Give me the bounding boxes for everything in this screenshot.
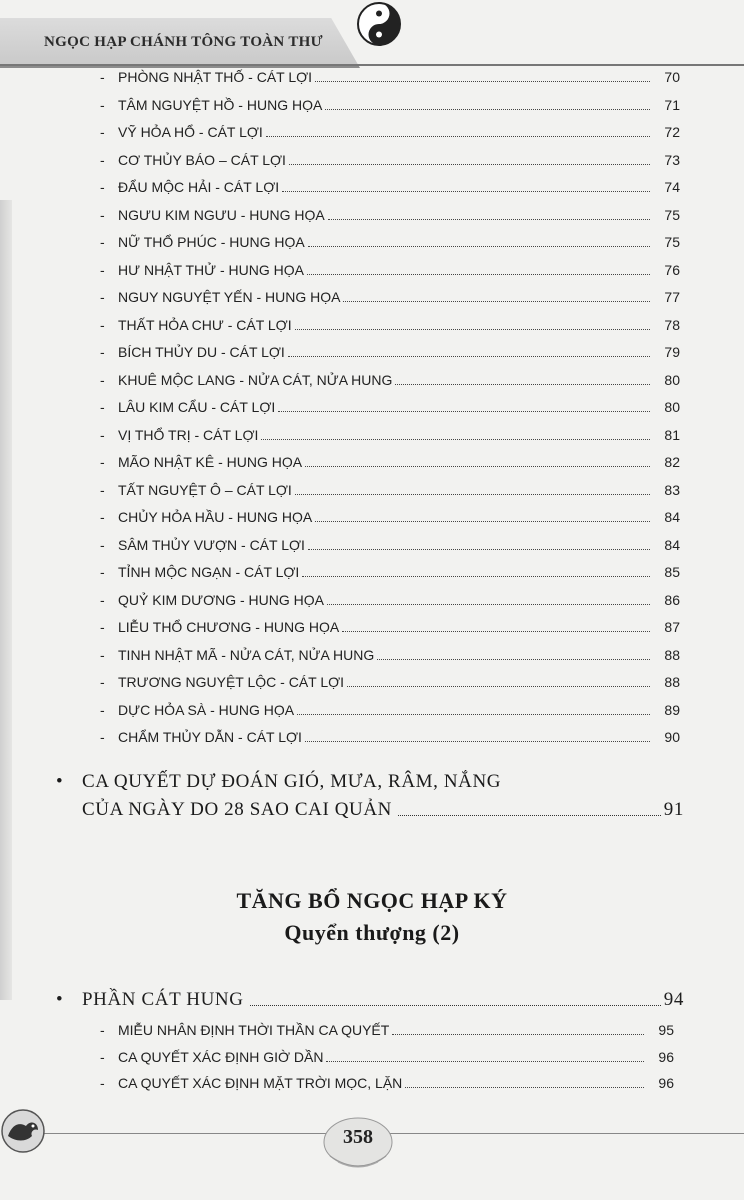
header-title: NGỌC HẠP CHÁNH TÔNG TOÀN THƯ bbox=[44, 34, 323, 50]
entry-page: 74 bbox=[664, 179, 680, 195]
toc-entry[interactable] bbox=[100, 393, 680, 415]
bullet-dash: - bbox=[100, 371, 105, 388]
bullet-dash: - bbox=[100, 179, 105, 195]
bullet-dash: - bbox=[100, 261, 105, 278]
dot-leader bbox=[327, 604, 650, 605]
toc-entry[interactable] bbox=[100, 448, 680, 470]
dot-leader bbox=[289, 164, 650, 165]
entry-page: 88 bbox=[664, 674, 680, 690]
toc-entry[interactable] bbox=[100, 1016, 674, 1038]
entry-page: 75 bbox=[664, 206, 680, 223]
dot-leader bbox=[395, 384, 650, 385]
dot-leader bbox=[295, 329, 650, 330]
toc-entry[interactable] bbox=[100, 723, 680, 745]
entry-label: NỮ THỔ PHÚC - HUNG HỌA bbox=[118, 234, 305, 250]
dot-leader bbox=[305, 741, 650, 742]
toc-entry[interactable] bbox=[100, 366, 680, 388]
entry-label: QUỶ KIM DƯƠNG - HUNG HỌA bbox=[118, 591, 324, 608]
toc-entry[interactable] bbox=[100, 613, 680, 635]
bullet-dash: - bbox=[100, 124, 105, 140]
bullet-dash: - bbox=[100, 399, 105, 415]
bullet-dot: • bbox=[56, 771, 64, 792]
entry-label: BÍCH THỦY DU - CÁT LỢI bbox=[118, 344, 285, 360]
entry-label: PHÒNG NHẬT THỐ - CÁT LỢI bbox=[118, 69, 313, 85]
entry-page: 86 bbox=[664, 591, 680, 608]
dot-leader bbox=[326, 1061, 644, 1062]
bullet-dash: - bbox=[100, 234, 105, 250]
bullet-dash: - bbox=[100, 289, 105, 305]
entry-label: ĐẨU MỘC HẢI - CÁT LỢI bbox=[118, 179, 280, 195]
entry-page: 82 bbox=[664, 454, 680, 470]
entry-page: 71 bbox=[664, 96, 680, 113]
entry-page: 80 bbox=[664, 371, 680, 388]
entry-label: TINH NHẬT MÃ - NỬA CÁT, NỬA HUNG bbox=[118, 646, 375, 663]
toc-main-entry-weather[interactable] bbox=[56, 771, 684, 829]
toc-entry[interactable] bbox=[100, 668, 680, 690]
entry-page: 81 bbox=[664, 426, 680, 443]
entry-label: NGƯU KIM NGƯU - HUNG HỌA bbox=[118, 206, 325, 223]
dot-leader bbox=[288, 356, 650, 357]
entry-label: PHẦN CÁT HUNG bbox=[82, 989, 244, 1010]
entry-label: CHỦY HỎA HẦU - HUNG HỌA bbox=[118, 509, 313, 525]
dot-leader bbox=[392, 1034, 644, 1035]
entry-page: 84 bbox=[664, 536, 680, 553]
bullet-dash: - bbox=[100, 481, 105, 498]
binding-shadow bbox=[0, 200, 12, 1000]
bullet-dash: - bbox=[100, 564, 105, 580]
entry-page: 91 bbox=[663, 799, 684, 820]
dot-leader bbox=[307, 274, 650, 275]
entry-page: 70 bbox=[664, 69, 680, 85]
entry-page: 96 bbox=[658, 1048, 674, 1065]
toc-entry[interactable] bbox=[100, 173, 680, 195]
toc-entry[interactable] bbox=[100, 558, 680, 580]
bullet-dash: - bbox=[100, 674, 105, 690]
entry-label: CƠ THỦY BÁO – CÁT LỢI bbox=[118, 151, 286, 168]
entry-label-line1: CA QUYẾT DỰ ĐOÁN GIÓ, MƯA, RÂM, NẮNG bbox=[82, 771, 502, 792]
entry-page: 75 bbox=[664, 234, 680, 250]
bullet-dash: - bbox=[100, 151, 105, 168]
entry-label: NGUY NGUYỆT YẾN - HUNG HỌA bbox=[118, 289, 341, 305]
dot-leader bbox=[308, 549, 650, 550]
entry-label: CHẨM THỦY DẪN - CÁT LỢI bbox=[118, 729, 302, 745]
entry-row2 bbox=[82, 799, 684, 821]
toc-entry[interactable] bbox=[100, 311, 680, 333]
dot-leader bbox=[405, 1087, 644, 1088]
toc-entry[interactable] bbox=[100, 256, 680, 278]
entry-label: CA QUYẾT XÁC ĐỊNH GIỜ DẦN bbox=[118, 1048, 324, 1065]
entry-label: MIỄU NHÂN ĐỊNH THỜI THẦN CA QUYẾT bbox=[118, 1022, 390, 1038]
bullet-dash: - bbox=[100, 646, 105, 663]
dot-leader bbox=[295, 494, 650, 495]
bullet-dash: - bbox=[100, 1075, 105, 1091]
entry-page: 80 bbox=[664, 399, 680, 415]
dot-leader bbox=[377, 659, 650, 660]
toc-entry[interactable] bbox=[100, 146, 680, 168]
entry-label: LÂU KIM CẨU - CÁT LỢI bbox=[118, 399, 276, 415]
entry-page: 84 bbox=[664, 509, 680, 525]
dot-leader bbox=[266, 136, 650, 137]
dot-leader bbox=[308, 246, 650, 247]
dot-leader bbox=[328, 219, 650, 220]
bullet-dash: - bbox=[100, 701, 105, 718]
bullet-dot: • bbox=[56, 989, 64, 1010]
entry-page: 72 bbox=[664, 124, 680, 140]
toc-entry[interactable] bbox=[100, 476, 680, 498]
bullet-dash: - bbox=[100, 316, 105, 333]
bullet-dash: - bbox=[100, 1022, 105, 1038]
page-number: 358 bbox=[343, 1126, 373, 1148]
bullet-dash: - bbox=[100, 619, 105, 635]
bullet-dash: - bbox=[100, 426, 105, 443]
entry-label: TỈNH MỘC NGẠN - CÁT LỢI bbox=[118, 564, 300, 580]
dot-leader bbox=[315, 521, 650, 522]
section-title: TĂNG BỔ NGỌC HẠP KÝ bbox=[236, 888, 508, 913]
dot-leader bbox=[398, 815, 661, 816]
bullet-dash: - bbox=[100, 69, 105, 85]
toc-entry[interactable] bbox=[100, 586, 680, 608]
toc-entry[interactable] bbox=[100, 1069, 674, 1091]
dot-leader bbox=[297, 714, 650, 715]
toc-entry[interactable] bbox=[100, 503, 680, 525]
bullet-dash: - bbox=[100, 206, 105, 223]
toc-entry[interactable] bbox=[100, 63, 680, 85]
entry-label: SÂM THỦY VƯỢN - CÁT LỢI bbox=[118, 536, 305, 553]
entry-page: 85 bbox=[664, 564, 680, 580]
entry-label: TÂM NGUYỆT HỒ - HUNG HỌA bbox=[118, 96, 323, 113]
entry-label: HƯ NHẬT THỬ - HUNG HỌA bbox=[118, 261, 304, 278]
bullet-dash: - bbox=[100, 454, 105, 470]
entry-label: TRƯƠNG NGUYỆT LỘC - CÁT LỢI bbox=[118, 674, 345, 690]
entry-label: MÃO NHẬT KÊ - HUNG HỌA bbox=[118, 454, 303, 470]
bullet-dash: - bbox=[100, 1048, 105, 1065]
bullet-dash: - bbox=[100, 509, 105, 525]
dot-leader bbox=[347, 686, 650, 687]
dot-leader bbox=[315, 81, 650, 82]
entry-page: 96 bbox=[658, 1075, 674, 1091]
toc-entry[interactable] bbox=[100, 1043, 674, 1065]
toc-entry[interactable] bbox=[100, 118, 680, 140]
toc-entry[interactable] bbox=[100, 201, 680, 223]
page-number-badge bbox=[318, 1112, 398, 1176]
entry-label: VỸ HỎA HỔ - CÁT LỢI bbox=[118, 124, 263, 140]
dot-leader bbox=[342, 631, 650, 632]
toc-entry[interactable] bbox=[100, 641, 680, 663]
entry-label: CA QUYẾT XÁC ĐỊNH MẶT TRỜI MỌC, LẶN bbox=[118, 1075, 403, 1091]
entry-label-line2: CỦA NGÀY DO 28 SAO CAI QUẢN bbox=[82, 799, 393, 820]
bullet-dash: - bbox=[100, 729, 105, 745]
entry-label: KHUÊ MỘC LANG - NỬA CÁT, NỬA HUNG bbox=[118, 371, 393, 388]
toc-entry[interactable] bbox=[100, 531, 680, 553]
dot-leader bbox=[282, 191, 650, 192]
bullet-dash: - bbox=[100, 344, 105, 360]
toc-entry[interactable] bbox=[100, 283, 680, 305]
toc-entry[interactable] bbox=[100, 228, 680, 250]
bullet-dash: - bbox=[100, 536, 105, 553]
dot-leader bbox=[325, 109, 650, 110]
entry-label: LIỄU THỔ CHƯƠNG - HUNG HỌA bbox=[118, 619, 340, 635]
toc-entry[interactable] bbox=[100, 421, 680, 443]
toc-main-entry-cat-hung[interactable] bbox=[56, 985, 684, 1011]
toc-entry[interactable] bbox=[100, 91, 680, 113]
toc-entry[interactable] bbox=[100, 696, 680, 718]
dragon-emblem-icon bbox=[0, 1108, 46, 1154]
entry-page: 95 bbox=[658, 1022, 674, 1038]
bullet-dash: - bbox=[100, 591, 105, 608]
entry-page: 79 bbox=[664, 344, 680, 360]
entry-page: 90 bbox=[664, 729, 680, 745]
entry-page: 76 bbox=[664, 261, 680, 278]
dot-leader bbox=[305, 466, 650, 467]
section-subtitle: Quyển thượng (2) bbox=[284, 920, 460, 945]
entry-page: 73 bbox=[664, 151, 680, 168]
dot-leader bbox=[261, 439, 650, 440]
entry-page: 77 bbox=[664, 289, 680, 305]
bullet-dash: - bbox=[100, 96, 105, 113]
yin-yang-icon bbox=[355, 0, 403, 48]
entry-page: 87 bbox=[664, 619, 680, 635]
dot-leader bbox=[250, 1005, 661, 1006]
entry-page: 83 bbox=[664, 481, 680, 498]
entry-page: 78 bbox=[664, 316, 680, 333]
entry-label: VỊ THỔ TRỊ - CÁT LỢI bbox=[118, 426, 259, 443]
dot-leader bbox=[302, 576, 650, 577]
toc-entry[interactable] bbox=[100, 338, 680, 360]
entry-label: TẤT NGUYỆT Ô – CÁT LỢI bbox=[118, 481, 292, 498]
entry-page: 94 bbox=[663, 989, 684, 1010]
dot-leader bbox=[343, 301, 650, 302]
entry-page: 88 bbox=[664, 646, 680, 663]
entry-label: THẤT HỎA CHƯ - CÁT LỢI bbox=[118, 316, 292, 333]
entry-page: 89 bbox=[664, 701, 680, 718]
entry-label: DỰC HỎA SÀ - HUNG HỌA bbox=[118, 701, 295, 718]
dot-leader bbox=[278, 411, 650, 412]
